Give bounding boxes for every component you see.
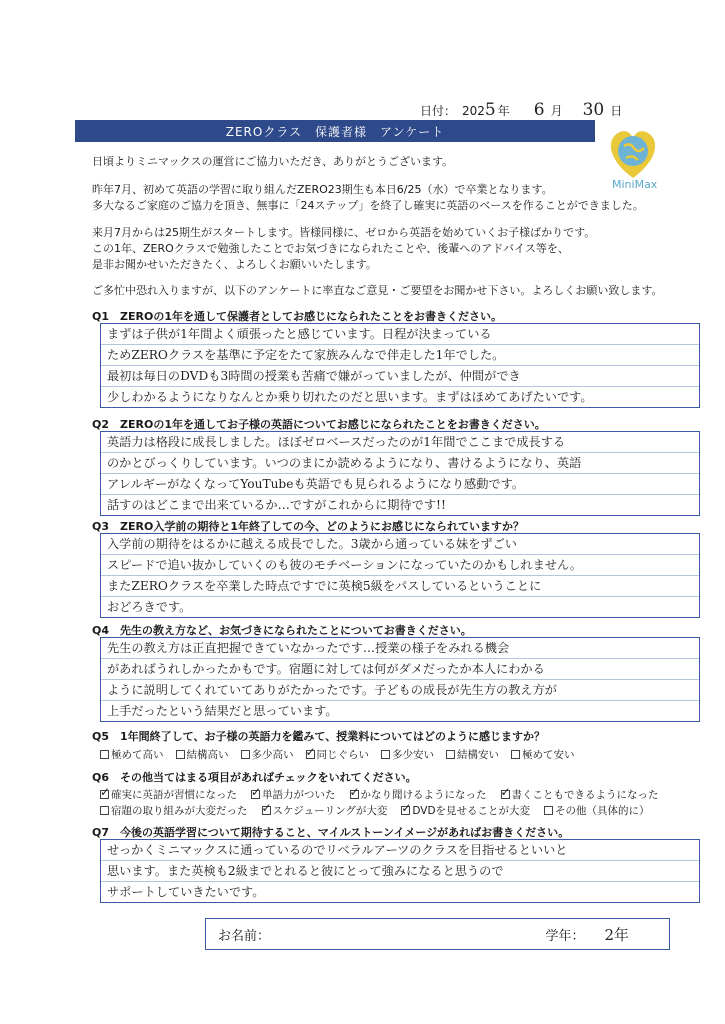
q1-answer-box[interactable] bbox=[100, 323, 700, 408]
grade-value[interactable]: 2年 bbox=[604, 925, 629, 944]
q6-option[interactable] bbox=[100, 787, 237, 802]
option-label: 宿題の取り組みが大変だった bbox=[111, 805, 248, 817]
q2-answer-line: のかとびっくりしています。いつのまにか読めるようになり、書けるようになり、英語 bbox=[101, 453, 699, 474]
q5-option[interactable] bbox=[176, 747, 229, 762]
day-suffix: 日 bbox=[610, 104, 623, 118]
q6-option[interactable] bbox=[401, 803, 530, 818]
checkbox[interactable] bbox=[100, 806, 109, 815]
intro-line-2: 昨年7月、初めて英語の学習に取り組んだZERO23期生も本日6/25（水）で卒業となります。 bbox=[92, 183, 553, 196]
q7-answer-line: サポートしていきたいです。 bbox=[107, 885, 265, 899]
checkbox[interactable] bbox=[511, 750, 520, 759]
q3-answer-box[interactable] bbox=[100, 533, 700, 618]
option-label: DVDを見せることが大変 bbox=[412, 805, 531, 817]
date-row bbox=[420, 100, 622, 120]
intro-line-1: 日頃よりミニマックスの運営にご協力いただき、ありがとうございます。 bbox=[92, 155, 454, 168]
checkbox[interactable] bbox=[306, 750, 315, 759]
q4-title: Q4 先生の教え方など、お気づきになられたことについてお書きください。 bbox=[92, 624, 472, 637]
q7-answer-line: せっかくミニマックスに通っているのでリベラルアーツのクラスを目指せるといいと bbox=[101, 840, 699, 861]
q5-option[interactable] bbox=[100, 747, 164, 762]
q7-answer-box[interactable] bbox=[100, 839, 700, 903]
q2-answer-line: 話すのはどこまで出来ているか…ですがこれからに期待です!! bbox=[107, 498, 446, 512]
q3-answer-line: 入学前の期待をはるかに越える成長でした。3歳から通っている妹をずごい bbox=[101, 534, 699, 555]
option-label: 単語力がついた bbox=[262, 789, 336, 801]
checkbox[interactable] bbox=[100, 750, 109, 759]
month-suffix: 月 bbox=[550, 104, 563, 118]
q6-option[interactable] bbox=[262, 803, 388, 818]
q2-answer-line: アレルギーがなくなってYouTubeも英語でも見られるようになり感動です。 bbox=[101, 474, 699, 495]
name-label: お名前： bbox=[218, 928, 271, 944]
checkbox[interactable] bbox=[251, 790, 260, 799]
checkbox[interactable] bbox=[381, 750, 390, 759]
option-label: その他（具体的に） bbox=[555, 805, 650, 817]
q5-option[interactable] bbox=[381, 747, 434, 762]
q6-option[interactable] bbox=[544, 803, 650, 818]
q4-answer-line: があればうれしかったかもです。宿題に対しては何がダメだったか本人にわかる bbox=[101, 659, 699, 680]
q4-answer-box[interactable] bbox=[100, 637, 700, 722]
checkbox[interactable] bbox=[401, 806, 410, 815]
q3-title: Q3 ZERO入学前の期待と1年終了しての今、どのようにお感じになられていますか？ bbox=[92, 520, 524, 533]
q2-answer-line: 英語力は格段に成長しました。ほぼゼロベースだったのが1年間でここまで成長する bbox=[101, 432, 699, 453]
option-label: 同じぐらい bbox=[316, 749, 369, 761]
checkbox[interactable] bbox=[544, 806, 553, 815]
checkbox[interactable] bbox=[350, 790, 359, 799]
checkbox[interactable] bbox=[241, 750, 250, 759]
option-label: スケジューリングが大変 bbox=[272, 805, 388, 817]
year-prefix: 202 bbox=[462, 104, 485, 118]
checkbox[interactable] bbox=[176, 750, 185, 759]
checkbox[interactable] bbox=[100, 790, 109, 799]
q4-answer-line: 先生の教え方は正直把握できていなかったです…授業の様子をみれる機会 bbox=[101, 638, 699, 659]
q6-option[interactable] bbox=[350, 787, 487, 802]
q5-option[interactable] bbox=[446, 747, 499, 762]
q3-answer-line: スピードで追い抜かしていくのも彼のモチベーションになっていたのかもしれません。 bbox=[101, 555, 699, 576]
q2-title: Q2 ZEROの1年を通してお子様の英語についてお感じになられたことをお書きください。 bbox=[92, 418, 546, 431]
option-label: 書くこともできるようになった bbox=[511, 789, 659, 801]
grade-label: 学年： bbox=[545, 928, 585, 944]
q5-options bbox=[100, 747, 575, 762]
survey-title: ZEROクラス 保護者様 アンケート bbox=[225, 124, 445, 139]
checkbox[interactable] bbox=[262, 806, 271, 815]
year-handwritten: 5 bbox=[484, 100, 496, 120]
q1-answer-line: 少しわかるようになりなんとか乗り切れたのだと思います。まずはほめてあげたいです。 bbox=[107, 390, 593, 404]
q7-answer-line: 思います。また英検も2級までとれると彼にとって強みになると思うので bbox=[101, 861, 699, 882]
date-label: 日付： bbox=[420, 104, 457, 118]
q7-title: Q7 今後の英語学習について期待すること、マイルストーンイメージがあればお書きください。 bbox=[92, 826, 570, 839]
name-grade-box bbox=[205, 918, 670, 950]
q6-option[interactable] bbox=[100, 803, 248, 818]
option-label: 多少高い bbox=[251, 749, 294, 761]
q1-answer-line: 最初は毎日のDVDも3時間の授業も苦痛で嫌がっていましたが、仲間ができ bbox=[101, 366, 699, 387]
option-label: 極めて安い bbox=[522, 749, 575, 761]
option-label: かなり聞けるようになった bbox=[360, 789, 487, 801]
intro-line-4: 来月7月からは25期生がスタートします。皆様同様に、ゼロから英語を始めていくお子様ばかりです。 bbox=[92, 226, 596, 239]
intro-line-6: 是非お聞かせいただきたく、よろしくお願いいたします。 bbox=[92, 258, 377, 271]
q6-option[interactable] bbox=[251, 787, 336, 802]
q5-option[interactable] bbox=[306, 747, 370, 762]
intro-line-5: この1年、ZEROクラスで勉強したことでお気づきになられたことや、後輩へのアドバイス等を、 bbox=[92, 242, 569, 255]
q1-answer-line: ためZEROクラスを基準に予定をたて家族みんなで伴走した1年でした。 bbox=[101, 345, 699, 366]
q5-title: Q5 1年間終了して、お子様の英語力を鑑みて、授業料についてはどのように感じますか？ bbox=[92, 730, 545, 743]
q1-title: Q1 ZEROの1年を通して保護者としてお感じになられたことをお書きください。 bbox=[92, 310, 502, 323]
intro-line-7: ご多忙中恐れ入りますが、以下のアンケートに率直なご意見・ご要望をお聞かせ下さい。よろしくお願い致します。 bbox=[92, 284, 663, 297]
logo-text: MiniMax bbox=[612, 178, 658, 191]
q6-options-row-2 bbox=[100, 803, 650, 818]
option-label: 結構安い bbox=[457, 749, 499, 761]
q6-title: Q6 その他当てはまる項目があればチェックをいれてください。 bbox=[92, 771, 417, 784]
option-label: 極めて高い bbox=[111, 749, 164, 761]
checkbox[interactable] bbox=[446, 750, 455, 759]
checkbox[interactable] bbox=[501, 790, 510, 799]
q2-answer-box[interactable] bbox=[100, 431, 700, 516]
q5-option[interactable] bbox=[241, 747, 294, 762]
survey-banner bbox=[75, 120, 595, 142]
q6-options-row-1 bbox=[100, 787, 659, 802]
q6-option[interactable] bbox=[501, 787, 659, 802]
month-handwritten: 6 bbox=[533, 100, 545, 120]
day-handwritten: 30 bbox=[582, 100, 605, 120]
q5-option[interactable] bbox=[511, 747, 575, 762]
option-label: 確実に英語が習慣になった bbox=[111, 789, 237, 801]
q3-answer-line: またZEROクラスを卒業した時点ですでに英検5級をパスしているということに bbox=[101, 576, 699, 597]
q1-answer-line: まずは子供が1年間よく頑張ったと感じています。日程が決まっている bbox=[101, 324, 699, 345]
intro-line-3: 多大なるご家庭のご協力を頂き、無事に「24ステップ」を終了し確実に英語のベースを作ることができました。 bbox=[92, 199, 644, 212]
option-label: 結構高い bbox=[186, 749, 229, 761]
year-suffix: 年 bbox=[497, 104, 510, 118]
q3-answer-line: おどろきです。 bbox=[107, 600, 192, 614]
option-label: 多少安い bbox=[392, 749, 434, 761]
q4-answer-line: ように説明してくれていてありがたかったです。子どもの成長が先生方の教え方が bbox=[101, 680, 699, 701]
q4-answer-line: 上手だったという結果だと思っています。 bbox=[107, 704, 338, 718]
